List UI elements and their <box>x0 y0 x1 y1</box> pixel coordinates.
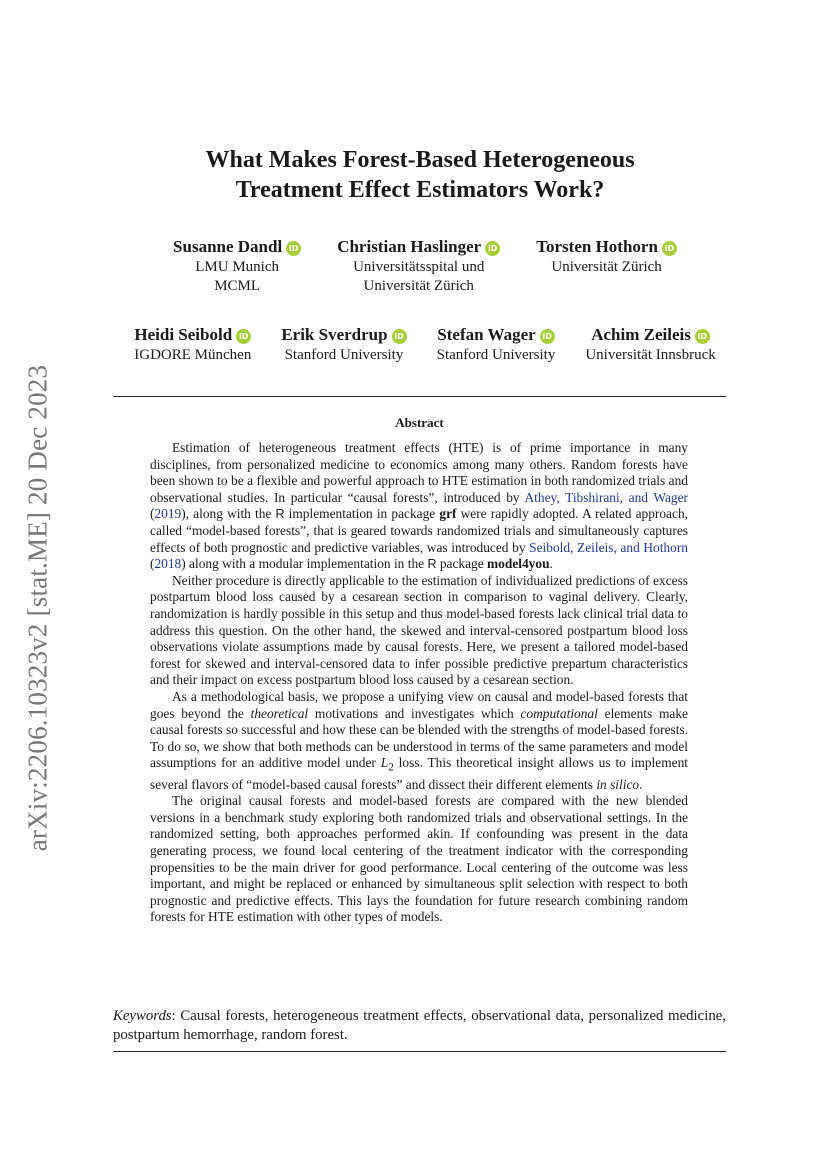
author-name: Susanne Dandl <box>173 237 283 256</box>
citation-link[interactable]: Seibold, Zeileis, and Hothorn <box>529 539 689 555</box>
paper-title <box>114 145 726 205</box>
author-name-line <box>536 236 677 258</box>
text-run: Estimation of heterogeneous treatment effects (HTE) is of prime importance in many disciplines, from personalized medicine to economics among many others. Random forests have been shown to be a flexible and powerful approach to HTE estimation in both randomized trials and observational studies. In particular “causal forests”, introduced by <box>150 440 688 505</box>
author-block <box>585 324 715 365</box>
author-row-1 <box>105 236 745 296</box>
text-run: were rapidly adopted. A related approach, called “model-based forests”, that is geared towards randomized trials and simultaneously captures effects of both prognostic and predictive variables, was introduced by <box>150 506 688 555</box>
text-run: . <box>549 556 553 572</box>
text-run: package <box>436 556 488 572</box>
arxiv-identifier-stamp <box>13 350 63 865</box>
author-name: Erik Sverdrup <box>281 325 388 344</box>
text-run: . <box>639 776 643 792</box>
author-name-line <box>281 324 406 346</box>
math-subscript: 2 <box>388 761 394 774</box>
text-run: ) along with a modular implementation in the <box>181 556 428 572</box>
author-row-2 <box>105 324 745 365</box>
author-affiliation: Universitätsspital und <box>353 259 485 275</box>
text-run: ( <box>150 506 155 522</box>
author-name: Achim Zeileis <box>591 325 691 344</box>
r-language-name: R <box>427 557 437 572</box>
author-affiliation: Universität Zürich <box>363 278 474 294</box>
abstract-paragraph-3 <box>150 689 688 793</box>
author-affiliation: Stanford University <box>436 347 556 363</box>
orcid-icon[interactable]: iD <box>485 241 500 256</box>
abstract-body <box>150 440 688 926</box>
citation-year-link[interactable]: 2018 <box>154 556 182 572</box>
author-affiliation: MCML <box>214 278 261 294</box>
text-run: loss. This theoretical insight allows us to implement several flavors of “model-based causal forests” and dissect their different elements <box>150 755 688 792</box>
author-name-line <box>134 324 251 346</box>
author-affiliation: Stanford University <box>284 347 404 363</box>
package-name: grf <box>439 506 457 522</box>
orcid-icon[interactable]: iD <box>540 329 555 344</box>
author-block <box>437 324 556 365</box>
abstract-paragraph-1 <box>150 440 688 573</box>
arxiv-identifier-text: arXiv:2206.10323v2 [stat.ME] 20 Dec 2023 <box>22 364 53 851</box>
keywords-section <box>113 1007 726 1045</box>
text-run: : <box>171 1008 181 1024</box>
text-run: As a methodological basis, we propose a unifying view on causal and model-based forests that goes beyond the <box>150 688 688 721</box>
orcid-icon[interactable]: iD <box>286 241 301 256</box>
author-block <box>536 236 677 296</box>
emphasis: in silico <box>596 776 640 792</box>
keywords-text: Causal forests, heterogeneous treatment effects, observational data, personalized medicine, postpartum hemorrhage, random forest. <box>113 1008 726 1043</box>
author-name-line <box>173 236 301 258</box>
author-affiliation: Universität Innsbruck <box>585 347 716 363</box>
author-block <box>281 324 406 365</box>
author-block <box>134 324 251 365</box>
bottom-divider <box>113 1051 726 1052</box>
abstract-paragraph-2: Neither procedure is directly applicable to the estimation of individualized predictions of excess postpartum blood loss caused by a cesarean section in comparison to vaginal delivery. Clearly, randomization is hardly possible in this setup and thus model-based forests lack clinical trial data to address this question. On the other hand, the skewed and interval-censored postpartum blood loss observations violate assumptions made by causal forests. Here, we present a tailored model-based forest for skewed and interval-censored data to infer possible predictive prepartum characteristics and their impact on excess postpartum blood loss caused by a cesarean section. <box>150 572 688 688</box>
title-line-1: What Makes Forest-Based Heterogeneous <box>205 147 635 173</box>
keywords-label: Keywords <box>113 1008 172 1024</box>
package-name: model4you <box>487 556 550 572</box>
text-run: implementation in package <box>284 506 440 522</box>
text-run: elements make causal forests so successful and how these can be blended with the strengths of model-based forests. To do so, we show that both methods can be understood in terms of the same parameters and model assumptions for an additive model under <box>150 705 688 771</box>
top-divider <box>113 396 726 397</box>
emphasis: theoretical <box>250 705 309 721</box>
abstract-paragraph-4: The original causal forests and model-based forests are compared with the new blended versions in a benchmark study exploring both randomized trials and observational settings. In the randomized setting, both approaches performed akin. If confounding was present in the data generating process, we found local centering of the treatment indicator with the corresponding propensities to be the main driver for good performance. Local centering of the outcome was less important, and might be replaced or enhanced by simultaneous split selection with respect to both prognostic and predictive effects. This lays the foundation for future research combining random forests for HTE estimation with other types of models. <box>150 793 688 925</box>
orcid-icon[interactable]: iD <box>695 329 710 344</box>
author-name-line <box>437 324 556 346</box>
author-affiliation: LMU Munich <box>195 259 279 275</box>
orcid-icon[interactable]: iD <box>392 329 407 344</box>
author-name: Stefan Wager <box>437 325 536 344</box>
author-name: Christian Haslinger <box>337 237 482 256</box>
math-symbol: L <box>380 755 389 771</box>
author-name: Torsten Hothorn <box>536 237 658 256</box>
author-name: Heidi Seibold <box>134 325 233 344</box>
author-affiliation: Universität Zürich <box>551 259 662 275</box>
author-name-line <box>337 236 500 258</box>
text-run: ), along with the <box>181 506 276 522</box>
author-block <box>337 236 500 296</box>
title-line-2: Treatment Effect Estimators Work? <box>235 177 605 203</box>
r-language-name: R <box>275 507 285 522</box>
orcid-icon[interactable]: iD <box>236 329 251 344</box>
author-name-line <box>585 324 715 346</box>
orcid-icon[interactable]: iD <box>662 241 677 256</box>
author-block <box>173 236 301 296</box>
citation-year-link[interactable]: 2019 <box>154 506 182 522</box>
text-run: ( <box>150 556 155 572</box>
author-affiliation: IGDORE München <box>134 347 252 363</box>
text-run: motivations and investigates which <box>308 705 521 721</box>
emphasis: computational <box>520 705 598 721</box>
citation-link[interactable]: Athey, Tibshirani, and Wager <box>524 489 688 505</box>
abstract-heading: Abstract <box>395 415 444 430</box>
